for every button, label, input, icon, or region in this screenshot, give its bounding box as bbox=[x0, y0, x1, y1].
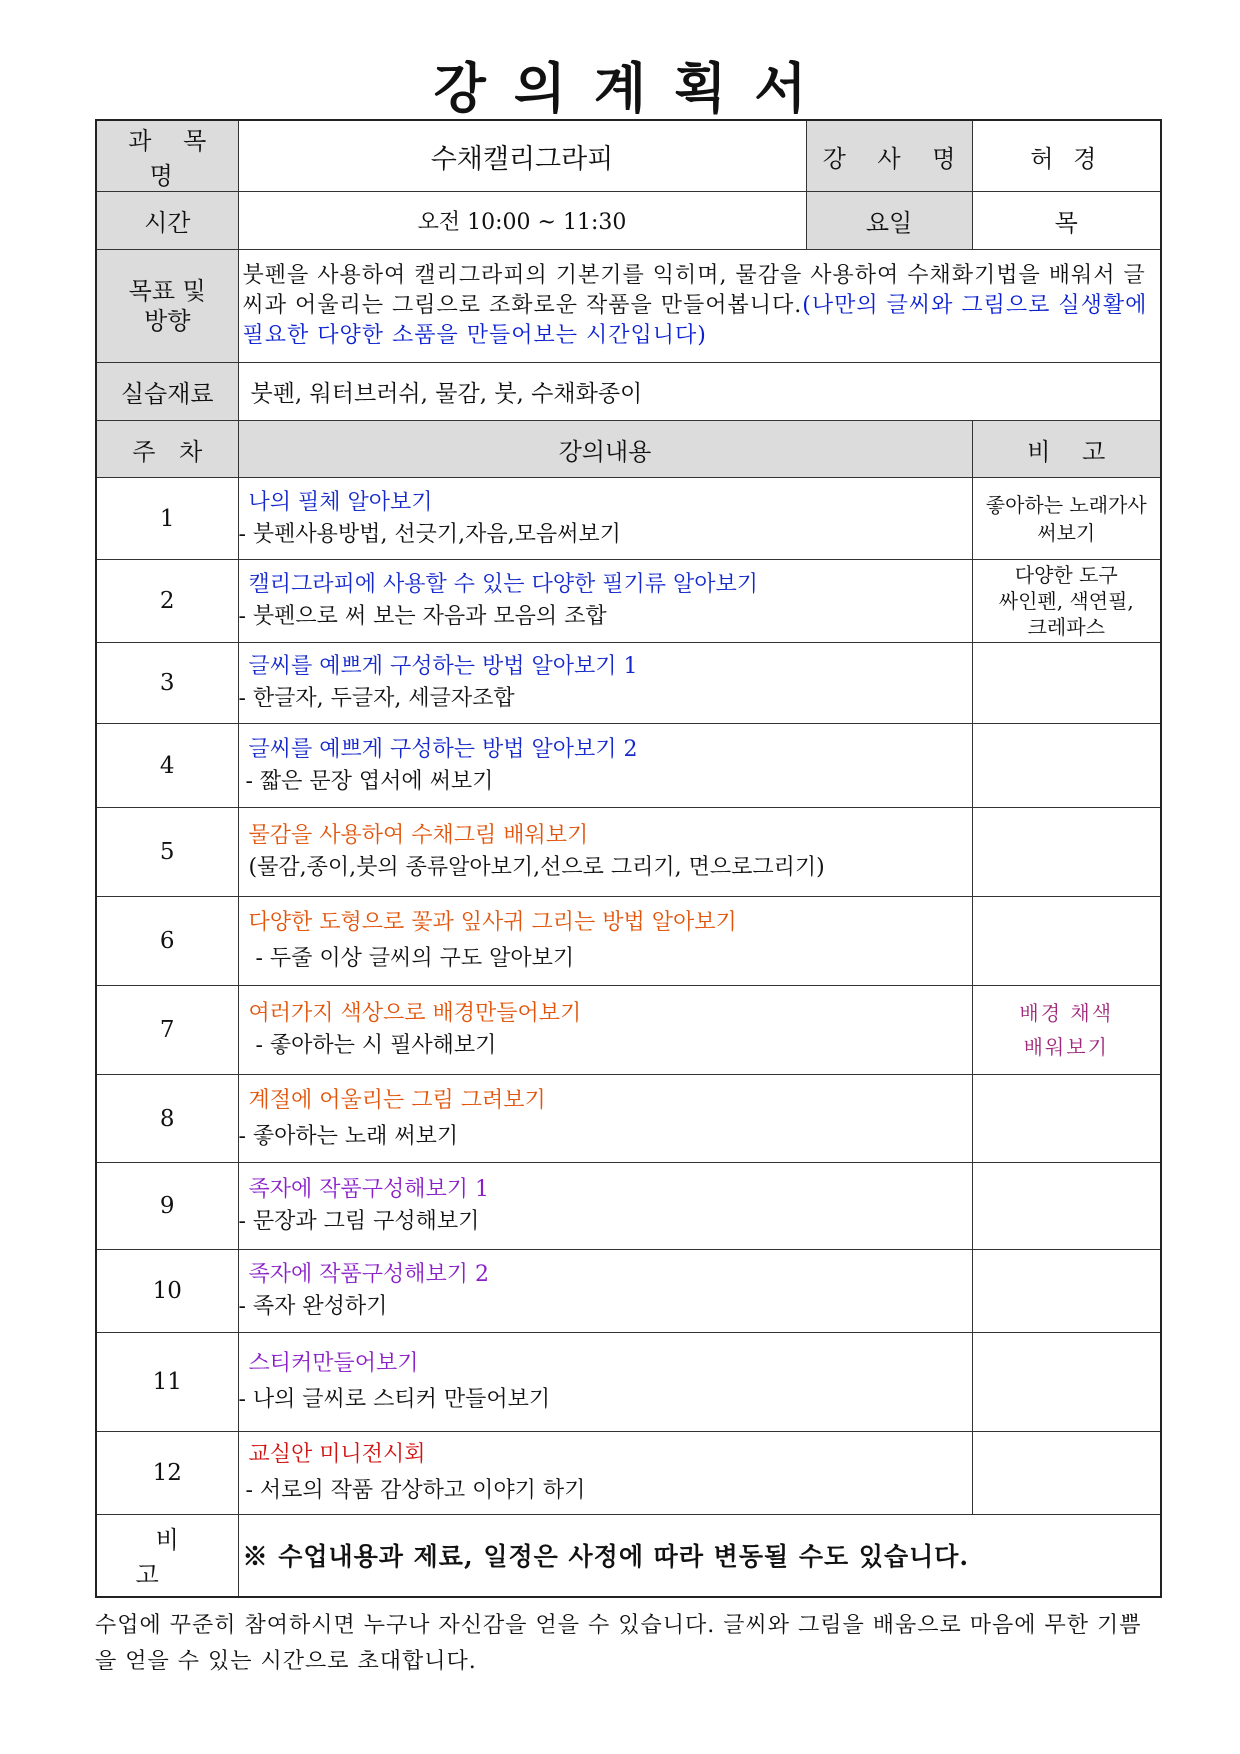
time-value: 오전 10:00 ~ 11:30 bbox=[238, 192, 806, 250]
week-number: 4 bbox=[96, 724, 238, 808]
week-row bbox=[96, 1432, 1161, 1515]
week-title: 글씨를 예쁘게 구성하는 방법 알아보기 1 bbox=[248, 654, 638, 679]
week-row bbox=[96, 478, 1161, 560]
week-row bbox=[96, 808, 1161, 897]
week-note bbox=[972, 1333, 1161, 1432]
week-content bbox=[238, 1250, 972, 1333]
week-number: 5 bbox=[96, 808, 238, 897]
week-note-line-1: 좋아하는 노래가사 bbox=[985, 492, 1147, 517]
goal-row bbox=[96, 250, 1161, 363]
week-note bbox=[972, 560, 1161, 643]
week-title: 글씨를 예쁘게 구성하는 방법 알아보기 2 bbox=[248, 736, 638, 762]
week-detail: - 문장과 그림 구성해보기 bbox=[238, 1209, 480, 1234]
week-title: 교실안 미니전시회 bbox=[248, 1442, 426, 1467]
remark-row bbox=[96, 1515, 1161, 1597]
week-note bbox=[972, 1432, 1161, 1515]
week-detail: - 서로의 작품 감상하고 이야기 하기 bbox=[238, 1478, 586, 1503]
week-content bbox=[238, 560, 972, 643]
week-content bbox=[238, 478, 972, 560]
content-header: 강의내용 bbox=[238, 421, 972, 478]
remark-text: ※ 수업내용과 제료, 일정은 사정에 따라 변동될 수도 있습니다. bbox=[238, 1515, 1161, 1597]
week-title: 계절에 어울리는 그림 그려보기 bbox=[248, 1087, 546, 1113]
materials-label: 실습재료 bbox=[96, 363, 238, 421]
note-header: 비 고 bbox=[972, 421, 1161, 478]
week-number: 6 bbox=[96, 897, 238, 986]
week-detail: - 짧은 문장 엽서에 써보기 bbox=[238, 768, 494, 794]
week-number: 1 bbox=[96, 478, 238, 560]
goal-label bbox=[96, 250, 238, 363]
footer-text: 수업에 꾸준히 참여하시면 누구나 자신감을 얻을 수 있습니다. 글씨와 그림을 배움으로 마음에 무한 기쁨을 얻을 수 있는 시간으로 초대합니다. bbox=[95, 1613, 1142, 1674]
week-title: 나의 필체 알아보기 bbox=[248, 489, 433, 515]
week-content bbox=[238, 897, 972, 986]
week-note bbox=[972, 986, 1161, 1075]
week-detail: (물감,종이,붓의 종류알아보기,선으로 그리기, 면으로그리기) bbox=[248, 855, 825, 880]
week-title: 스티커만들어보기 bbox=[248, 1351, 419, 1376]
goal-label-line-1: 목표 및 bbox=[128, 277, 206, 305]
week-note bbox=[972, 724, 1161, 808]
week-title: 캘리그라피에 사용할 수 있는 다양한 필기류 알아보기 bbox=[248, 572, 759, 597]
week-content bbox=[238, 1163, 972, 1250]
schedule-header-row bbox=[96, 421, 1161, 478]
remark-label: 비 고 bbox=[96, 1515, 238, 1597]
week-number: 3 bbox=[96, 643, 238, 724]
goal-text-highlight: (나만의 글씨와 그림으로 실생활에 필요한 다양한 소품을 만들어보는 시간입니다) bbox=[242, 293, 1148, 348]
week-title: 다양한 도형으로 꽃과 잎사귀 그리는 방법 알아보기 bbox=[248, 910, 737, 935]
week-content bbox=[238, 1432, 972, 1515]
week-number: 11 bbox=[96, 1333, 238, 1432]
goal-text-main: 붓펜을 사용하여 캘리그라피의 기본기를 익히며, 물감을 사용하여 수채화기법을 배워서 글씨과 어울리는 그림으로 조화로운 작품을 만들어봅니다. bbox=[242, 263, 1146, 318]
subject-value: 수채캘리그라피 bbox=[238, 120, 806, 192]
week-content bbox=[238, 1075, 972, 1163]
instructor-value: 허 경 bbox=[972, 120, 1161, 192]
day-label: 요일 bbox=[806, 192, 972, 250]
materials-value: 붓펜, 워터브러쉬, 물감, 붓, 수채화종이 bbox=[238, 363, 1161, 421]
week-note bbox=[972, 1075, 1161, 1163]
week-content bbox=[238, 986, 972, 1075]
week-title: 족자에 작품구성해보기 1 bbox=[248, 1177, 490, 1202]
week-detail: - 한글자, 두글자, 세글자조합 bbox=[238, 686, 515, 711]
week-note-line-2: 써보기 bbox=[1037, 520, 1096, 545]
week-title: 족자에 작품구성해보기 2 bbox=[248, 1262, 490, 1287]
week-content bbox=[238, 724, 972, 808]
week-note-line-2: 배워보기 bbox=[1023, 1035, 1109, 1059]
subject-label: 과 목 명 bbox=[96, 120, 238, 192]
week-note bbox=[972, 643, 1161, 724]
week-number: 9 bbox=[96, 1163, 238, 1250]
materials-row bbox=[96, 363, 1161, 421]
week-row bbox=[96, 897, 1161, 986]
week-note bbox=[972, 808, 1161, 897]
week-row bbox=[96, 1075, 1161, 1163]
week-detail: - 두줄 이상 글씨의 구도 알아보기 bbox=[248, 946, 575, 971]
time-row bbox=[96, 192, 1161, 250]
week-content bbox=[238, 1333, 972, 1432]
week-number: 8 bbox=[96, 1075, 238, 1163]
week-header: 주 차 bbox=[96, 421, 238, 478]
week-detail: - 좋아하는 시 필사해보기 bbox=[248, 1033, 497, 1058]
day-value: 목 bbox=[972, 192, 1161, 250]
page-title: 강의계획서 bbox=[433, 57, 835, 120]
week-detail: - 좋아하는 노래 써보기 bbox=[238, 1123, 459, 1149]
subject-row bbox=[96, 120, 1161, 192]
week-title: 물감을 사용하여 수채그림 배워보기 bbox=[248, 823, 589, 848]
week-note-line-2: 싸인펜, 색연필, bbox=[998, 589, 1134, 613]
week-title: 여러가지 색상으로 배경만들어보기 bbox=[248, 1001, 582, 1026]
lecture-plan-table bbox=[95, 119, 1162, 1598]
instructor-label: 강 사 명 bbox=[806, 120, 972, 192]
week-detail: - 나의 글씨로 스티커 만들어보기 bbox=[238, 1387, 551, 1412]
week-detail: - 붓펜으로 써 보는 자음과 모음의 조합 bbox=[238, 604, 607, 629]
week-detail: - 족자 완성하기 bbox=[238, 1294, 388, 1319]
week-row bbox=[96, 560, 1161, 643]
week-note-line-1: 배경 채색 bbox=[1019, 1001, 1114, 1025]
week-row bbox=[96, 1333, 1161, 1432]
week-row bbox=[96, 1250, 1161, 1333]
week-note-line-1: 다양한 도구 bbox=[1014, 563, 1118, 587]
week-number: 10 bbox=[96, 1250, 238, 1333]
time-label: 시간 bbox=[96, 192, 238, 250]
week-number: 12 bbox=[96, 1432, 238, 1515]
goal-label-line-2: 방향 bbox=[144, 307, 191, 335]
week-note bbox=[972, 478, 1161, 560]
week-row bbox=[96, 724, 1161, 808]
week-row bbox=[96, 1163, 1161, 1250]
week-note bbox=[972, 1163, 1161, 1250]
week-content bbox=[238, 643, 972, 724]
goal-text bbox=[238, 250, 1161, 363]
week-detail: - 붓펜사용방법, 선긋기,자음,모음써보기 bbox=[238, 521, 621, 547]
week-row bbox=[96, 643, 1161, 724]
week-note-line-3: 크레파스 bbox=[1027, 615, 1105, 639]
week-note bbox=[972, 1250, 1161, 1333]
week-number: 7 bbox=[96, 986, 238, 1075]
week-row bbox=[96, 986, 1161, 1075]
week-content bbox=[238, 808, 972, 897]
week-number: 2 bbox=[96, 560, 238, 643]
week-note bbox=[972, 897, 1161, 986]
